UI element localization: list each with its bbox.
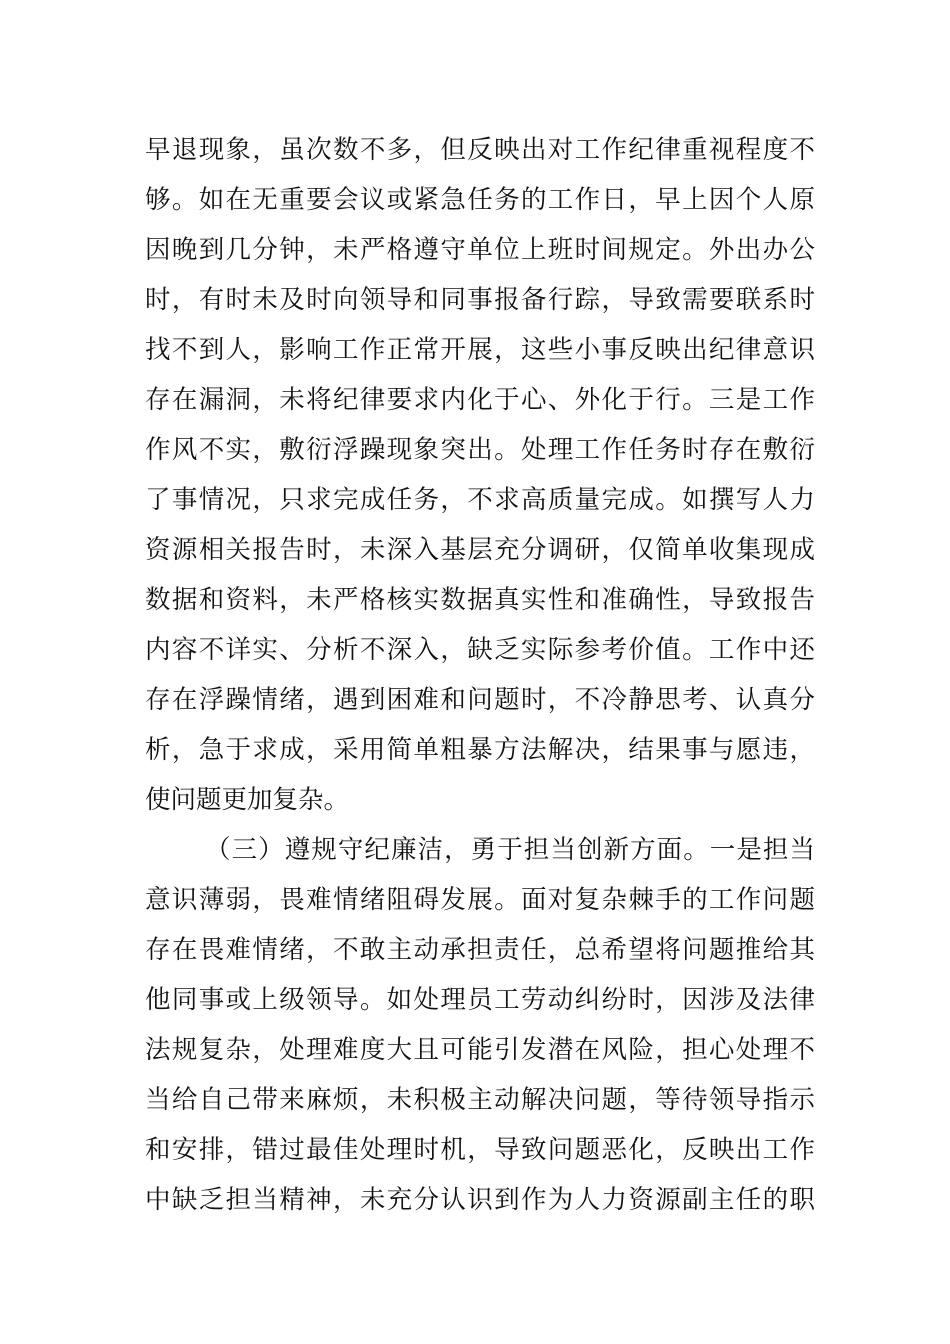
text-line: 早退现象，虽次数不多，但反映出对工作纪律重视程度不 <box>145 135 815 165</box>
text-line: 析，急于求成，采用简单粗暴方法解决，结果事与愿违， <box>145 735 815 765</box>
text-line: 存在漏洞，未将纪律要求内化于心、外化于行。三是工作 <box>145 385 815 415</box>
text-line: 找不到人，影响工作正常开展，这些小事反映出纪律意识 <box>145 335 815 365</box>
text-line: 数据和资料，未严格核实数据真实性和准确性，导致报告 <box>145 585 815 615</box>
text-line: 存在畏难情绪，不敢主动承担责任，总希望将问题推给其 <box>145 935 815 965</box>
text-line: 他同事或上级领导。如处理员工劳动纠纷时，因涉及法律 <box>145 985 815 1015</box>
text-line: 资源相关报告时，未深入基层充分调研，仅简单收集现成 <box>145 535 815 565</box>
text-line: 存在浮躁情绪，遇到困难和问题时，不冷静思考、认真分 <box>145 685 815 715</box>
section-heading-line: （三）遵规守纪廉洁，勇于担当创新方面。一是担当 <box>205 835 815 865</box>
text-line: 意识薄弱，畏难情绪阻碍发展。面对复杂棘手的工作问题 <box>145 885 815 915</box>
text-line: 中缺乏担当精神，未充分认识到作为人力资源副主任的职 <box>145 1185 815 1215</box>
text-line: 够。如在无重要会议或紧急任务的工作日，早上因个人原 <box>145 185 815 215</box>
text-line: 法规复杂，处理难度大且可能引发潜在风险，担心处理不 <box>145 1035 815 1065</box>
text-line: 和安排，错过最佳处理时机，导致问题恶化，反映出工作 <box>145 1135 815 1165</box>
text-line: 作风不实，敷衍浮躁现象突出。处理工作任务时存在敷衍 <box>145 435 815 465</box>
text-line: 因晚到几分钟，未严格遵守单位上班时间规定。外出办公 <box>145 235 815 265</box>
text-line: 时，有时未及时向领导和同事报备行踪，导致需要联系时 <box>145 285 815 315</box>
text-line: 当给自己带来麻烦，未积极主动解决问题，等待领导指示 <box>145 1085 815 1115</box>
text-line: 使问题更加复杂。 <box>145 785 350 815</box>
text-line: 内容不详实、分析不深入，缺乏实际参考价值。工作中还 <box>145 635 815 665</box>
text-line: 了事情况，只求完成任务，不求高质量完成。如撰写人力 <box>145 485 815 515</box>
